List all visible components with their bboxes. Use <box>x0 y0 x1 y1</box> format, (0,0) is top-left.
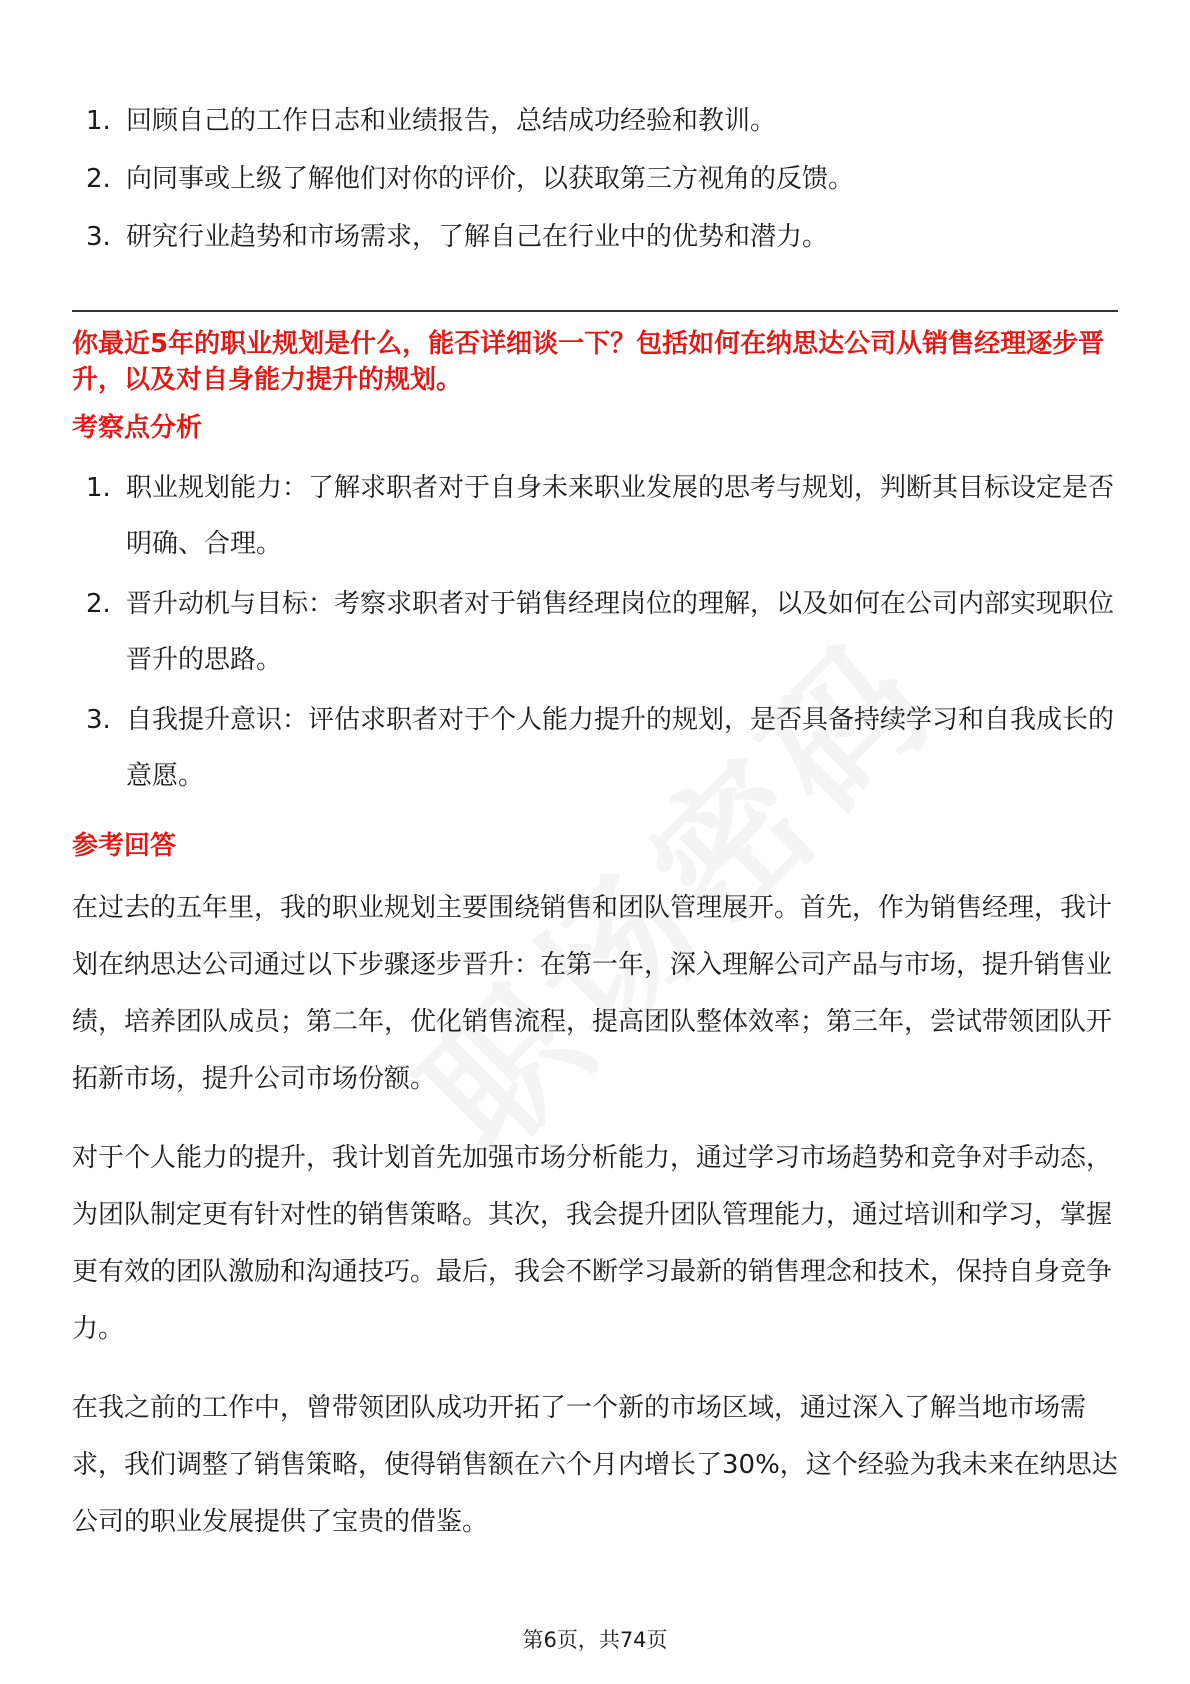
analysis-list <box>72 460 1118 804</box>
list-item <box>72 92 1118 150</box>
interview-question: 你最近5年的职业规划是什么，能否详细谈一下？包括如何在纳思达公司从销售经理逐步晋升，以及对自身能力提升的规划。 <box>72 329 1105 395</box>
list-item <box>72 460 1118 572</box>
list-item-text: 向同事或上级了解他们对你的评价，以获取第三方视角的反馈。 <box>126 164 855 194</box>
list-number: 3. <box>86 705 111 735</box>
list-item-text: 晋升动机与目标：考察求职者对于销售经理岗位的理解，以及如何在公司内部实现职位晋升的思路。 <box>126 589 1115 675</box>
list-number: 2. <box>86 164 111 194</box>
list-item <box>72 150 1118 208</box>
analysis-heading: 考察点分析 <box>72 413 203 443</box>
list-item-text: 研究行业趋势和市场需求，了解自己在行业中的优势和潜力。 <box>126 222 829 252</box>
list-item-text: 自我提升意识：评估求职者对于个人能力提升的规划，是否具备持续学习和自我成长的意愿。 <box>126 705 1115 791</box>
list-item-text: 回顾自己的工作日志和业绩报告，总结成功经验和教训。 <box>126 106 777 136</box>
list-item <box>72 692 1118 804</box>
list-item <box>72 576 1118 688</box>
list-number: 1. <box>86 106 111 136</box>
list-number: 3. <box>86 222 111 252</box>
section-divider <box>72 310 1118 312</box>
list-number: 2. <box>86 589 111 619</box>
reference-heading: 参考回答 <box>72 831 177 861</box>
list-item-text: 职业规划能力：了解求职者对于自身未来职业发展的思考与规划，判断其目标设定是否明确、合理。 <box>126 473 1115 559</box>
list-number: 1. <box>86 473 111 503</box>
page-number: 第6页，共74页 <box>522 1628 668 1652</box>
answer-paragraph: 在过去的五年里，我的职业规划主要围绕销售和团队管理展开。首先，作为销售经理，我计划在纳思达公司通过以下步骤逐步晋升：在第一年，深入理解公司产品与市场，提升销售业绩，培养团队成员；第二年，优化销售流程，提高团队整体效率；第三年，尝试带领团队开拓新市场，提升公司市场份额。 <box>72 893 1113 1094</box>
page-content <box>72 92 1118 1573</box>
answer-paragraph: 对于个人能力的提升，我计划首先加强市场分析能力，通过学习市场趋势和竞争对手动态，为团队制定更有针对性的销售策略。其次，我会提升团队管理能力，通过培训和学习，掌握更有效的团队激励和沟通技巧。最后，我会不断学习最新的销售理念和技术，保持自身竞争力。 <box>72 1143 1113 1344</box>
answer-paragraph: 在我之前的工作中，曾带领团队成功开拓了一个新的市场区域，通过深入了解当地市场需求，我们调整了销售策略，使得销售额在六个月内增长了30%，这个经验为我未来在纳思达公司的职业发展提供了宝贵的借鉴。 <box>72 1393 1118 1537</box>
intro-list <box>72 92 1118 266</box>
list-item <box>72 208 1118 266</box>
